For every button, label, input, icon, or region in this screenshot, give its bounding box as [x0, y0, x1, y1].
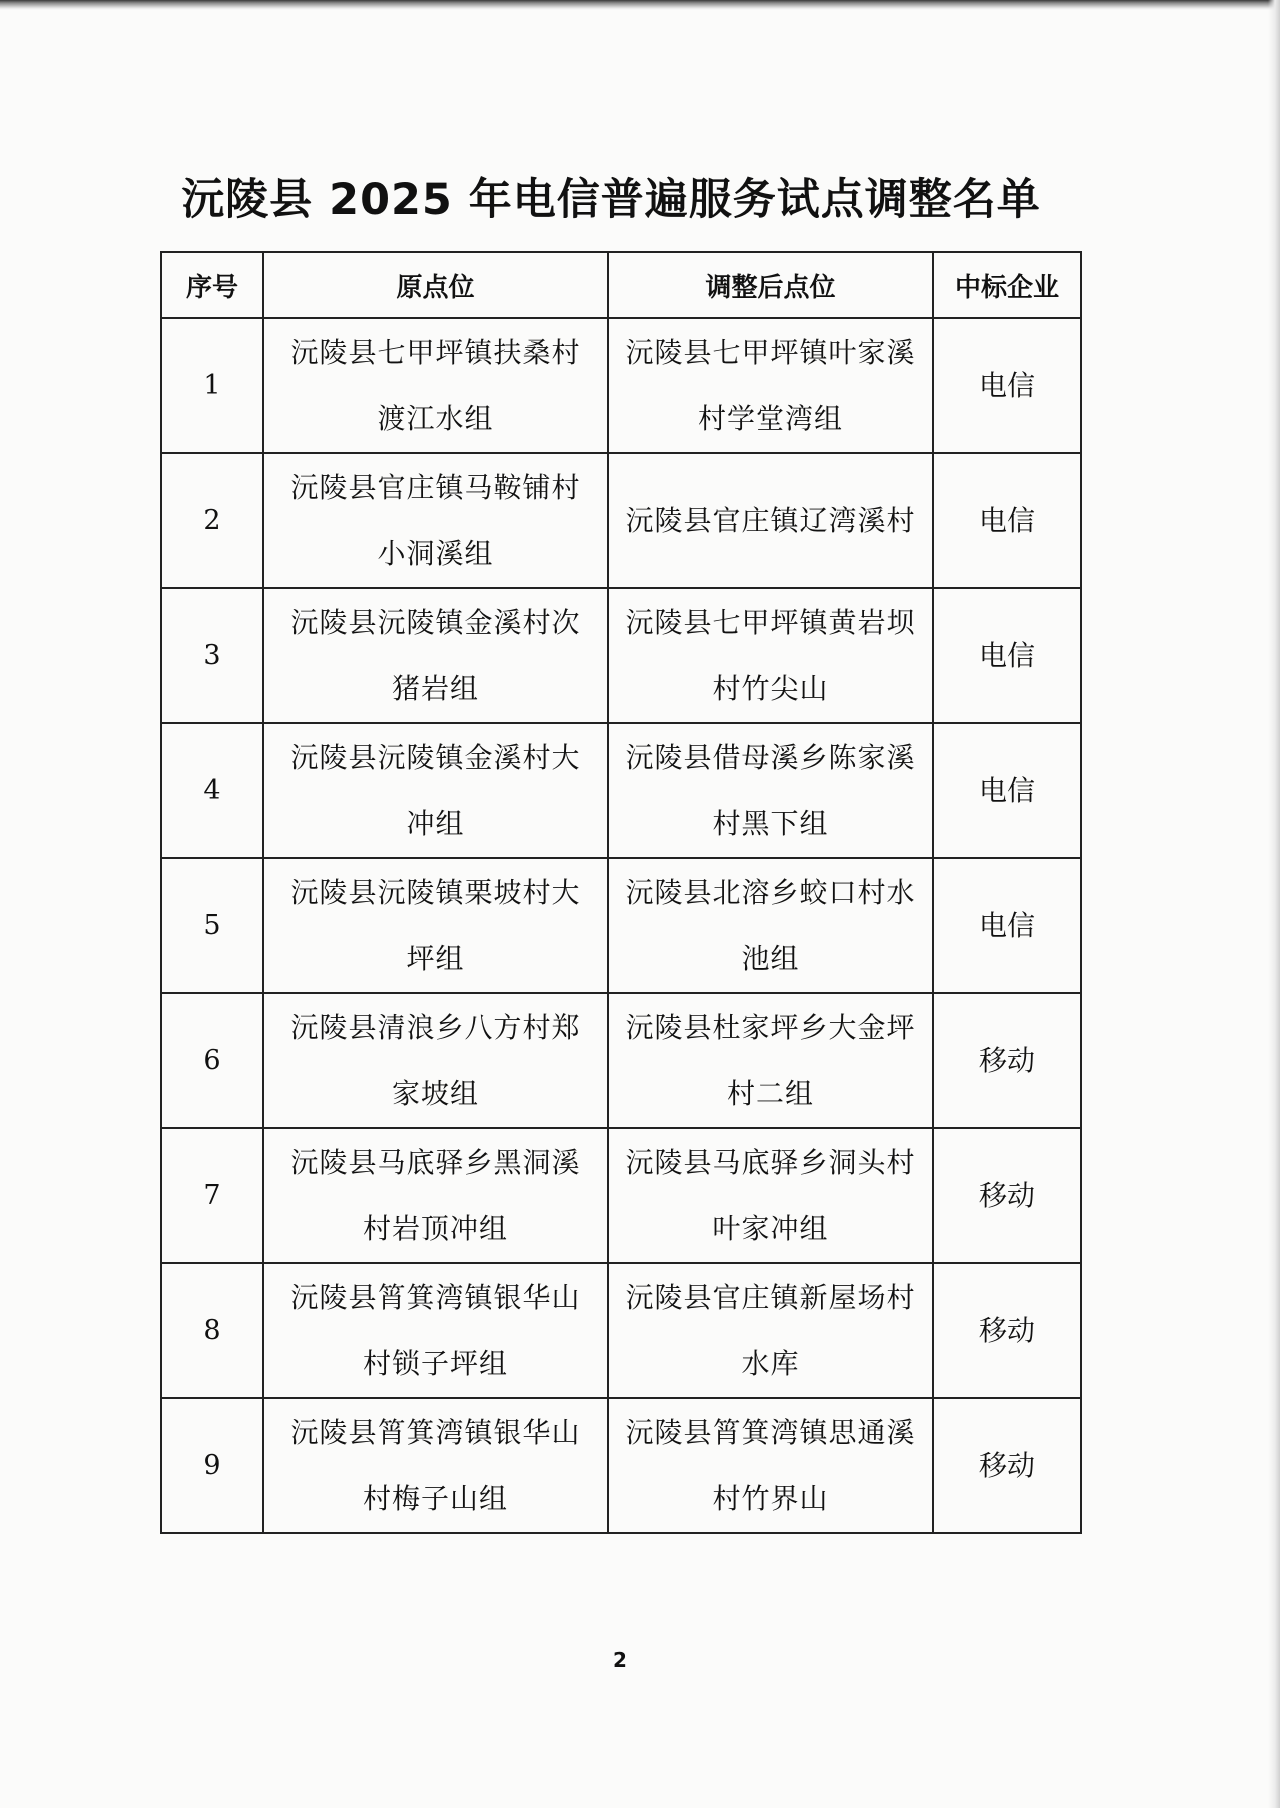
winning-company-cell: 电信 — [933, 588, 1081, 723]
original-site-line: 村岩顶冲组 — [362, 1211, 508, 1245]
original-site-cell — [263, 723, 608, 858]
adjusted-site-line: 水库 — [741, 1346, 800, 1380]
scan-top-edge — [0, 0, 1280, 10]
adjusted-site-cell — [608, 1263, 933, 1398]
adjusted-site-cell — [608, 453, 933, 588]
row-seq: 2 — [161, 453, 263, 588]
adjusted-site-cell — [608, 858, 933, 993]
adjusted-site-line: 沅陵县马底驿乡洞头村 — [625, 1145, 916, 1179]
adjusted-site-cell — [608, 993, 933, 1128]
adjusted-site-cell — [608, 1128, 933, 1263]
original-site-cell — [263, 993, 608, 1128]
table-row — [161, 588, 1081, 723]
adjusted-site-line: 沅陵县七甲坪镇黄岩坝 — [625, 605, 916, 639]
winning-company-cell: 电信 — [933, 723, 1081, 858]
adjusted-site-cell — [608, 588, 933, 723]
original-site-line: 沅陵县沅陵镇金溪村大 — [290, 740, 581, 774]
header-winning-company: 中标企业 — [933, 252, 1081, 318]
scan-right-edge — [1268, 0, 1280, 1808]
original-site-cell — [263, 588, 608, 723]
original-site-line: 渡江水组 — [377, 401, 494, 435]
original-site-cell — [263, 1128, 608, 1263]
original-site-line: 家坡组 — [391, 1076, 479, 1110]
adjusted-site-line: 沅陵县官庄镇新屋场村 — [625, 1280, 916, 1314]
row-seq: 7 — [161, 1128, 263, 1263]
winning-company-cell: 电信 — [933, 858, 1081, 993]
winning-company-cell: 电信 — [933, 453, 1081, 588]
original-site-cell — [263, 453, 608, 588]
original-site-cell — [263, 318, 608, 453]
original-site-line: 猪岩组 — [391, 671, 479, 705]
original-site-line: 沅陵县官庄镇马鞍铺村 — [290, 470, 581, 504]
original-site-cell — [263, 858, 608, 993]
adjusted-site-line: 沅陵县杜家坪乡大金坪 — [625, 1010, 916, 1044]
adjusted-site-line: 沅陵县官庄镇辽湾溪村 — [625, 503, 916, 537]
winning-company-cell: 移动 — [933, 1263, 1081, 1398]
adjusted-site-line: 村竹界山 — [712, 1481, 829, 1515]
original-site-cell — [263, 1398, 608, 1533]
document-title: 沅陵县 2025 年电信普遍服务试点调整名单 — [181, 175, 1041, 225]
original-site-line: 沅陵县沅陵镇金溪村次 — [290, 605, 581, 639]
adjusted-site-line: 沅陵县北溶乡蛟口村水 — [625, 875, 916, 909]
original-site-line: 沅陵县清浪乡八方村郑 — [290, 1010, 581, 1044]
row-seq: 4 — [161, 723, 263, 858]
row-seq: 1 — [161, 318, 263, 453]
winning-company-cell: 移动 — [933, 1128, 1081, 1263]
table-row — [161, 1398, 1081, 1533]
original-site-line: 冲组 — [406, 806, 465, 840]
table-row — [161, 723, 1081, 858]
adjusted-site-cell — [608, 1398, 933, 1533]
row-seq: 3 — [161, 588, 263, 723]
original-site-line: 坪组 — [406, 941, 465, 975]
winning-company-cell: 电信 — [933, 318, 1081, 453]
pilot-adjustment-table — [160, 251, 1082, 1534]
original-site-line: 沅陵县筲箕湾镇银华山 — [290, 1280, 581, 1314]
header-original-site: 原点位 — [263, 252, 608, 318]
adjusted-site-line: 村竹尖山 — [712, 671, 829, 705]
adjusted-site-line: 沅陵县七甲坪镇叶家溪 — [625, 335, 916, 369]
adjusted-site-line: 村学堂湾组 — [697, 401, 843, 435]
original-site-line: 沅陵县沅陵镇栗坡村大 — [290, 875, 581, 909]
table-row — [161, 1263, 1081, 1398]
adjusted-site-line: 池组 — [741, 941, 800, 975]
table-row — [161, 318, 1081, 453]
original-site-line: 村锁子坪组 — [362, 1346, 508, 1380]
header-adjusted-site: 调整后点位 — [608, 252, 933, 318]
winning-company-cell: 移动 — [933, 1398, 1081, 1533]
row-seq: 5 — [161, 858, 263, 993]
header-seq: 序号 — [161, 252, 263, 318]
adjusted-site-line: 叶家冲组 — [712, 1211, 829, 1245]
table-header-row — [161, 252, 1081, 318]
table-row — [161, 453, 1081, 588]
adjusted-site-line: 沅陵县借母溪乡陈家溪 — [625, 740, 916, 774]
adjusted-site-cell — [608, 723, 933, 858]
adjusted-site-line: 村二组 — [726, 1076, 814, 1110]
table-row — [161, 858, 1081, 993]
original-site-line: 沅陵县马底驿乡黑洞溪 — [290, 1145, 581, 1179]
adjusted-site-line: 沅陵县筲箕湾镇思通溪 — [625, 1415, 916, 1449]
original-site-line: 村梅子山组 — [362, 1481, 508, 1515]
page-number: 2 — [613, 1648, 627, 1672]
table-row — [161, 1128, 1081, 1263]
adjusted-site-cell — [608, 318, 933, 453]
table-row — [161, 993, 1081, 1128]
row-seq: 9 — [161, 1398, 263, 1533]
row-seq: 8 — [161, 1263, 263, 1398]
original-site-line: 沅陵县七甲坪镇扶桑村 — [290, 335, 581, 369]
original-site-line: 沅陵县筲箕湾镇银华山 — [290, 1415, 581, 1449]
original-site-line: 小洞溪组 — [377, 536, 494, 570]
original-site-cell — [263, 1263, 608, 1398]
adjusted-site-line: 村黑下组 — [712, 806, 829, 840]
row-seq: 6 — [161, 993, 263, 1128]
winning-company-cell: 移动 — [933, 993, 1081, 1128]
